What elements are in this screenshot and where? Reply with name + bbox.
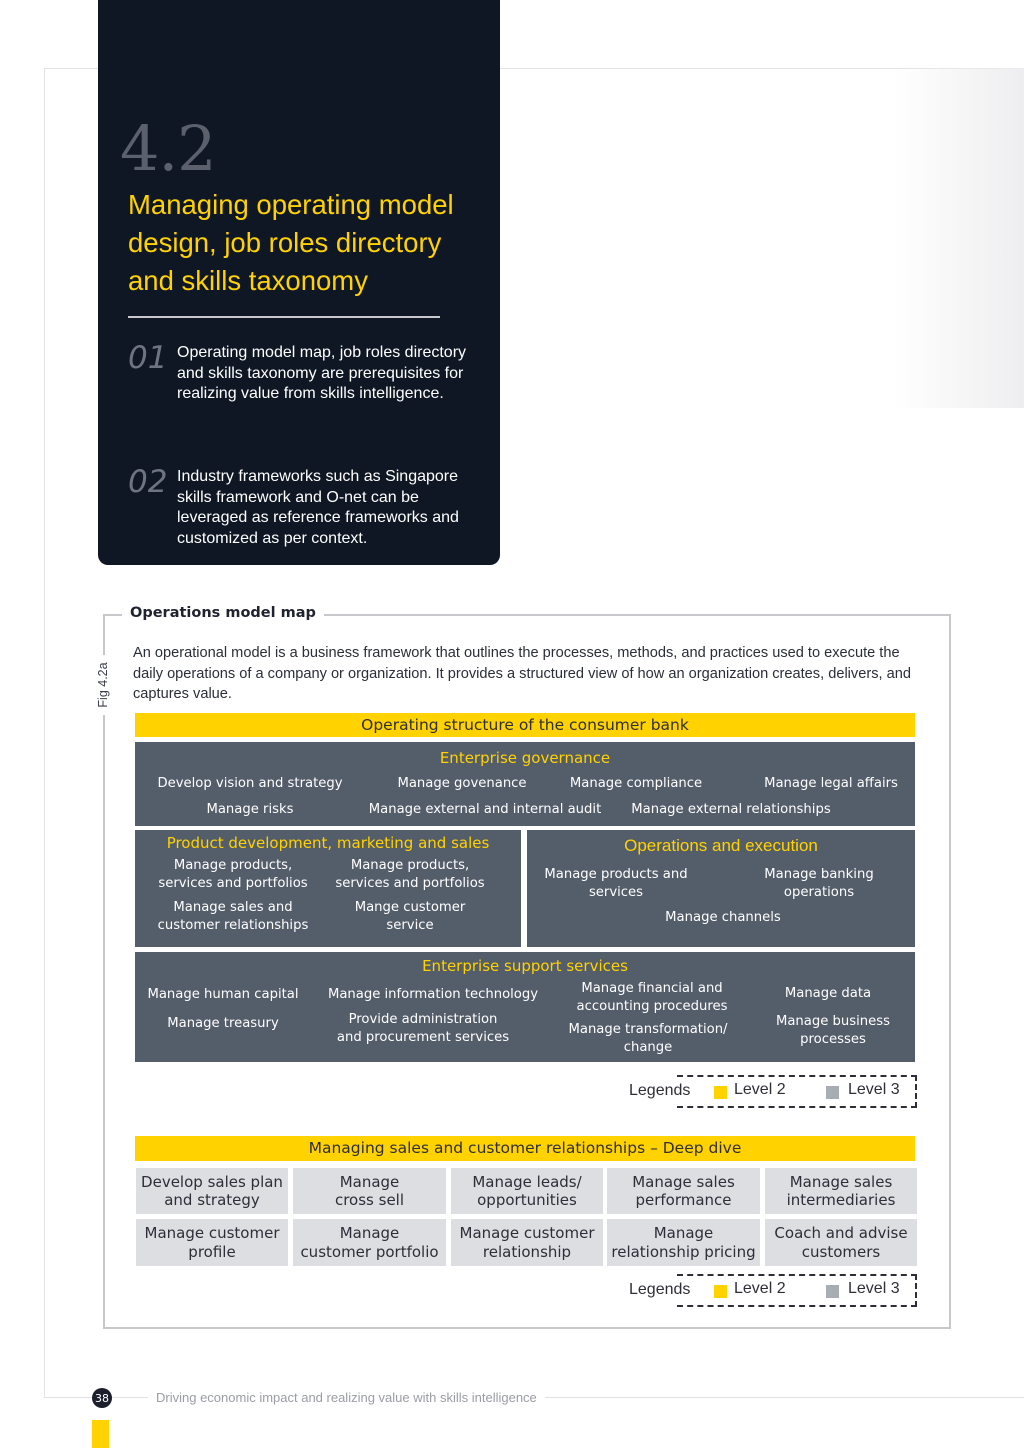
deep-dive-cell: Manage customer portfolio — [293, 1219, 446, 1266]
legend-level2: Level 2 — [734, 1081, 786, 1098]
deep-dive-cell: Manage relationship pricing — [607, 1219, 760, 1266]
product-item: Manage products, services and portfolios — [335, 858, 485, 891]
legend-level2: Level 2 — [734, 1280, 786, 1297]
support-title: Enterprise support services — [422, 957, 628, 975]
deep-dive-cell: Manage sales performance — [607, 1168, 760, 1214]
governance-item: Manage legal affairs — [764, 776, 898, 791]
operating-structure-header: Operating structure of the consumer bank — [135, 713, 915, 737]
product-item: Manage products, services and portfolios — [158, 858, 308, 891]
point-text: Operating model map, job roles directory and skills taxonomy are prerequisites for realizing value from skills intelligence. — [177, 344, 467, 403]
deep-dive-header: Managing sales and customer relationships – Deep dive — [135, 1136, 915, 1161]
operations-title: Operations and execution — [624, 836, 818, 855]
point-text: Industry frameworks such as Singapore skills framework and O-net can be leveraged as reference frameworks and customized as per context. — [177, 468, 459, 547]
support-block — [135, 952, 915, 1062]
hero-divider — [128, 316, 440, 318]
deep-dive-cell: Manage customer relationship — [451, 1219, 603, 1266]
operations-item: Manage products and services — [544, 867, 688, 900]
deep-dive-cell: Develop sales plan and strategy — [136, 1168, 288, 1214]
operations-item: Manage channels — [665, 910, 781, 925]
page-number: 38 — [92, 1388, 112, 1408]
support-item: Manage human capital — [147, 987, 299, 1002]
legend-level3: Level 3 — [848, 1280, 900, 1297]
support-item: Manage financial and accounting procedures — [576, 981, 728, 1014]
governance-block — [135, 742, 915, 826]
page-frame-left — [44, 68, 45, 1398]
deep-dive-cell: Manage leads/ opportunities — [451, 1168, 603, 1214]
governance-item: Develop vision and strategy — [157, 776, 343, 791]
product-title: Product development, marketing and sales — [166, 834, 490, 852]
governance-item: Manage external and internal audit — [368, 802, 602, 817]
legend-level3: Level 3 — [848, 1081, 900, 1098]
governance-item: Manage external relationships — [631, 802, 831, 817]
operations-block — [527, 830, 915, 947]
support-item: Provide administration and procurement services — [336, 1012, 510, 1045]
deep-dive-cell: Manage sales intermediaries — [765, 1168, 917, 1214]
figure-description: An operational model is a business framework that outlines the processes, methods, and practices used to execute the daily operations of a company or organization. It provides a structured view of how an organization creates, delivers, and captures value. — [133, 645, 911, 702]
legend-swatch-level2 — [714, 1285, 727, 1298]
governance-item: Manage risks — [206, 802, 294, 817]
footer-text: Driving economic impact and realizing value with skills intelligence — [148, 1390, 545, 1405]
legend-title: Legends — [629, 1281, 691, 1298]
figure-tag-label: Fig 4.2a — [96, 662, 110, 708]
product-item: Manage sales and customer relationships — [157, 900, 309, 933]
footer-accent-mark — [92, 1420, 109, 1448]
support-item: Manage business processes — [775, 1014, 891, 1047]
legend-swatch-level3 — [826, 1086, 839, 1099]
legend-swatch-level2 — [714, 1086, 727, 1099]
point-number: 01 — [128, 340, 168, 376]
legend-swatch-level3 — [826, 1285, 839, 1298]
point-number: 02 — [128, 464, 168, 500]
governance-item: Manage govenance — [397, 776, 527, 791]
deep-dive-cell: Manage customer profile — [136, 1219, 288, 1266]
deep-dive-cell: Manage cross sell — [293, 1168, 446, 1214]
support-item: Manage information technology — [327, 987, 539, 1002]
section-title: Managing operating model design, job roles directory and skills taxonomy — [128, 189, 454, 296]
governance-item: Manage compliance — [569, 776, 703, 791]
governance-title: Enterprise governance — [439, 749, 611, 767]
support-item: Manage transformation/ change — [568, 1022, 728, 1055]
deep-dive-cell: Coach and advise customers — [765, 1219, 917, 1266]
product-block — [135, 830, 521, 947]
product-item: Mange customer service — [354, 900, 466, 933]
operations-item: Manage banking operations — [764, 867, 874, 900]
figure-tag — [92, 655, 114, 715]
legend-title: Legends — [629, 1082, 691, 1099]
figure-title: Operations model map — [122, 605, 324, 621]
support-item: Manage treasury — [167, 1016, 279, 1031]
section-number: 4.2 — [120, 112, 216, 185]
support-item: Manage data — [784, 986, 872, 1001]
page-shadow — [894, 68, 1024, 408]
